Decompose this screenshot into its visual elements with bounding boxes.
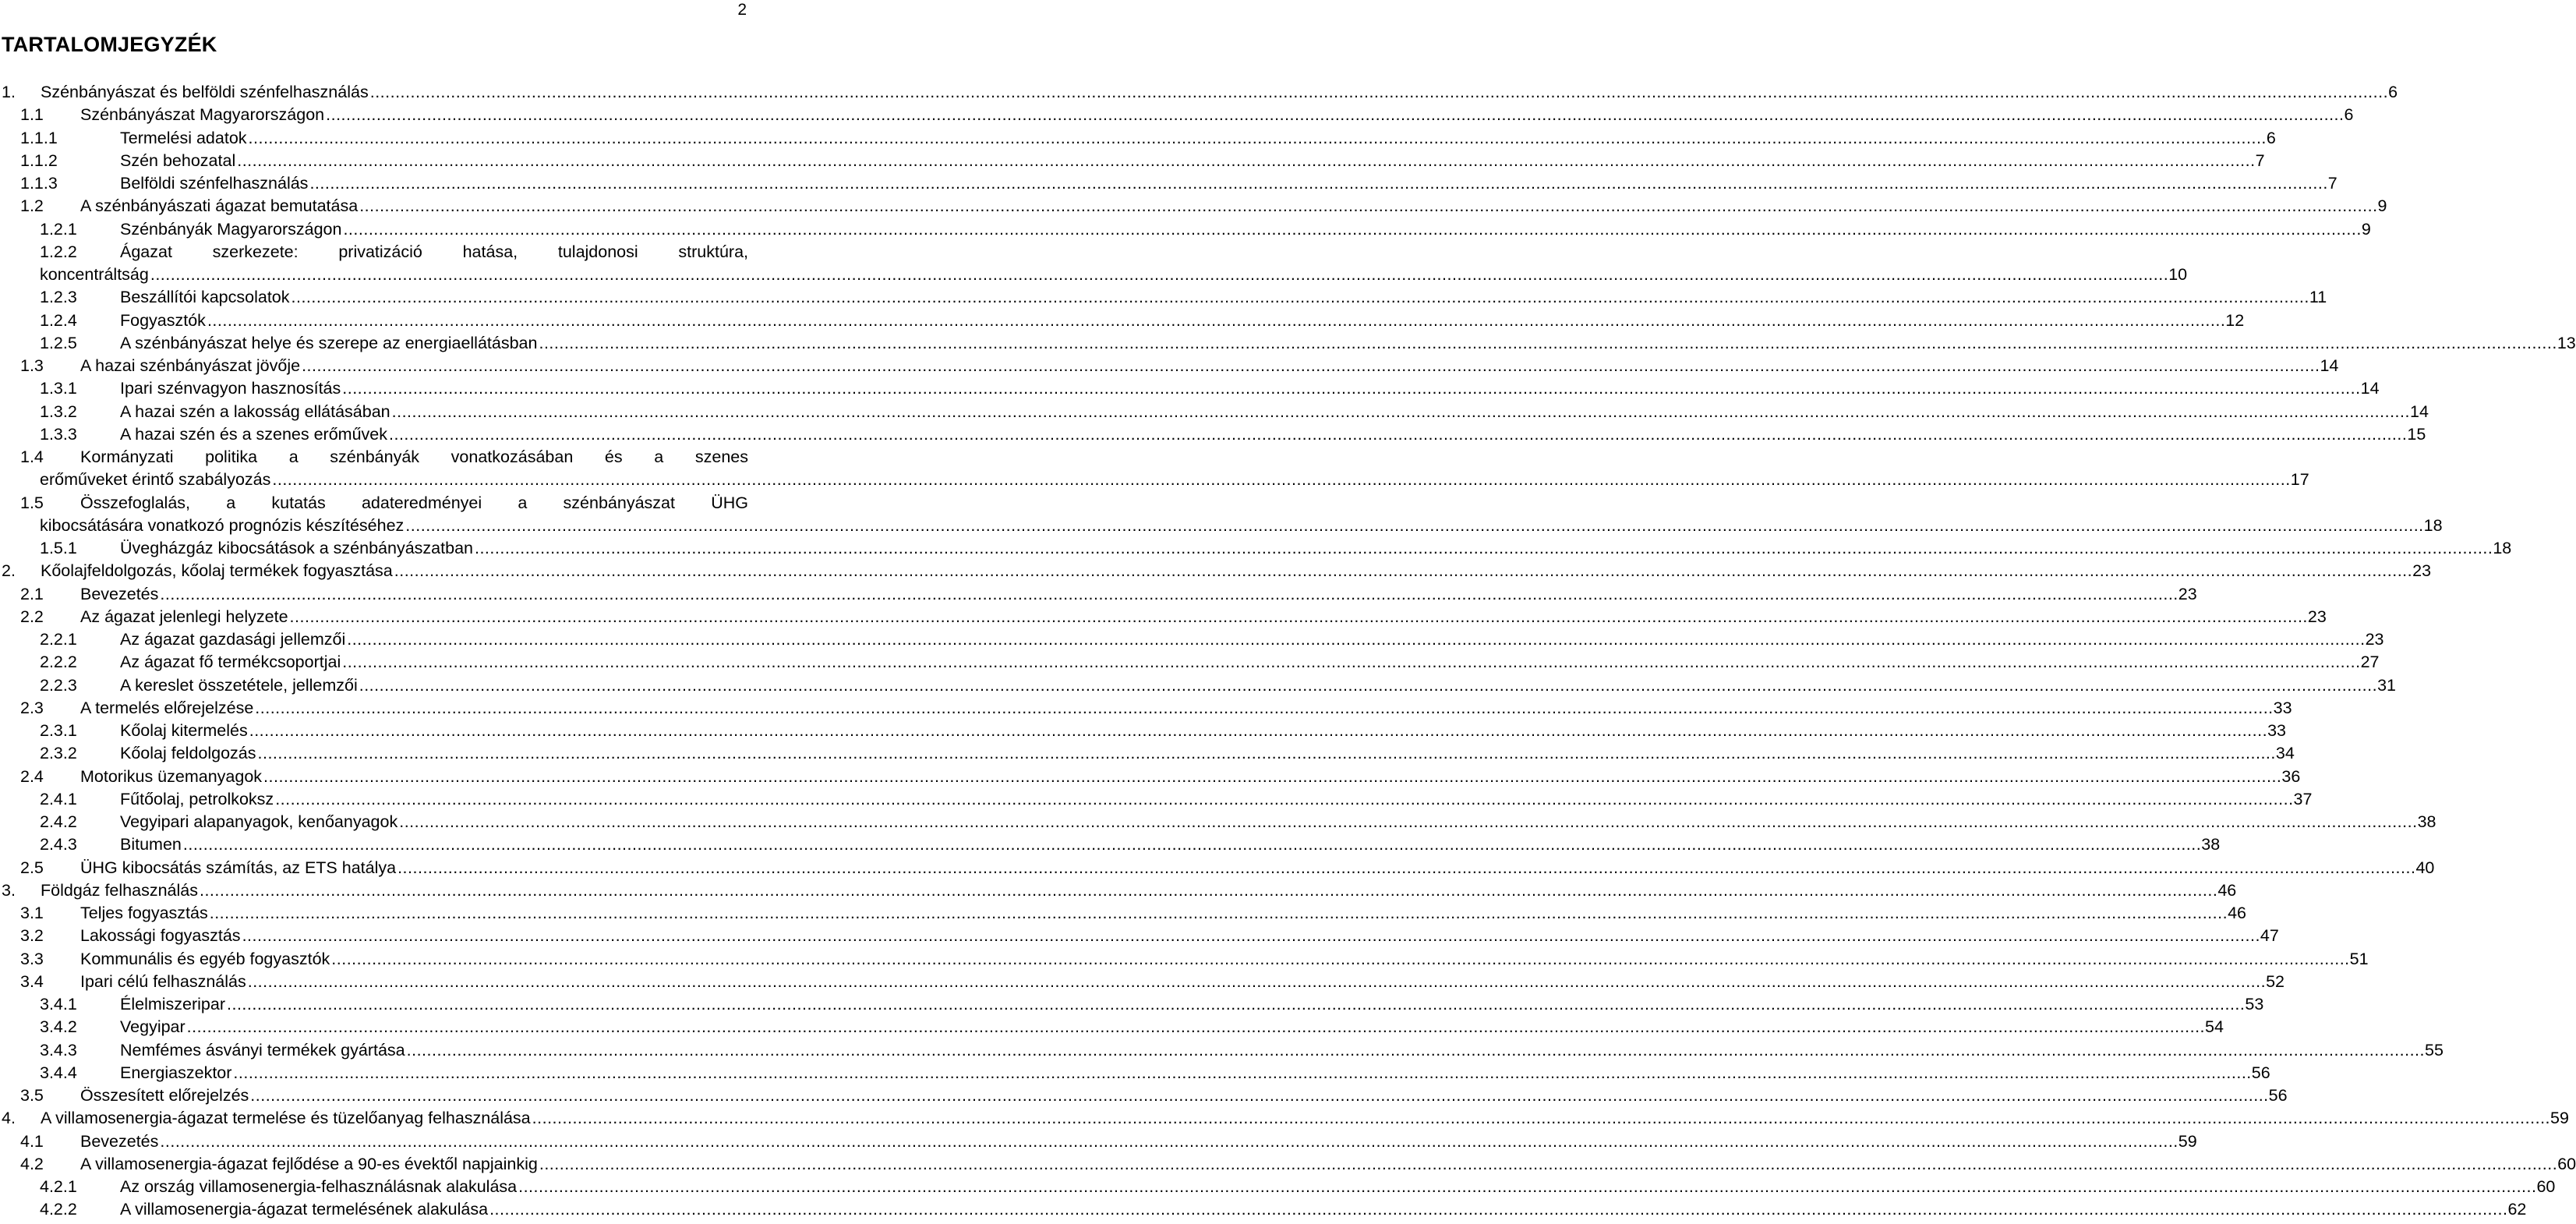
toc-entry-number: 1.2.3	[40, 288, 77, 307]
toc-leader-dots: ................................................................................................................................................................................................................................................................................................................................................................................................................	[539, 1154, 2558, 1173]
toc-entry-line	[80, 1153, 2576, 1176]
toc-entry-title: Összefoglalás, a kutatás adateredményei a szénbányászat ÜHG	[80, 493, 748, 512]
toc-entry[interactable]	[0, 492, 748, 515]
toc-entry-title: A villamosenergia-ágazat termelése és tüzelőanyag felhasználása	[41, 1107, 532, 1130]
toc-entry-page: 52	[2266, 971, 2285, 991]
toc-entry-line	[40, 515, 2443, 537]
toc-entry-line	[120, 401, 2429, 423]
toc-entry-page: 9	[2361, 219, 2371, 239]
toc-leader-dots: ................................................................................................................................................................................................................................................................................................................................................................................................................	[199, 880, 2218, 900]
toc-entry-title: Fogyasztók	[120, 310, 207, 332]
toc-entry-number: 4.1	[20, 1131, 44, 1151]
toc-entry-title: Bitumen	[120, 833, 183, 856]
toc-entry-line	[80, 583, 2197, 606]
toc-entry-line	[41, 1107, 2569, 1130]
toc-entry-title: Motorikus üzemanyagok	[80, 766, 263, 788]
toc-entry-line	[120, 651, 2380, 674]
toc-entry[interactable]	[0, 993, 2264, 1016]
toc-entry-title: koncentráltság	[40, 264, 150, 286]
toc-entry-title: Szénbányák Magyarországon	[120, 218, 343, 241]
toc-leader-dots: ................................................................................................................................................................................................................................................................................................................................................................................................................	[209, 904, 2228, 922]
toc-entry-title: Bevezetés	[80, 1130, 160, 1153]
toc-entry[interactable]	[0, 583, 2197, 606]
toc-entry-line	[80, 971, 2285, 993]
toc-entry-page: 59	[2550, 1109, 2569, 1128]
toc-entry-page: 46	[2217, 880, 2237, 900]
toc-entry-title: kibocsátására vonatkozó prognózis készítéséhez	[40, 515, 405, 537]
toc-entry-title: A kereslet összetétele, jellemzői	[120, 674, 359, 697]
toc-entry-number: 1.3.2	[40, 402, 77, 421]
toc-entry-line	[80, 766, 2301, 788]
toc-entry-number: 2.2.1	[40, 630, 77, 649]
toc-entry-line	[80, 355, 2339, 377]
toc-leader-dots: ................................................................................................................................................................................................................................................................................................................................................................................................................	[489, 1200, 2508, 1219]
toc-entry-number: 3.2	[20, 926, 44, 946]
toc-entry-title: Élelmiszeripar	[120, 993, 227, 1016]
toc-leader-dots: ................................................................................................................................................................................................................................................................................................................................................................................................................	[289, 607, 2308, 626]
toc-leader-dots: ................................................................................................................................................................................................................................................................................................................................................................................................................	[242, 926, 2260, 946]
toc-entry-page: 33	[2267, 721, 2286, 740]
toc-entry[interactable]	[0, 651, 2380, 674]
toc-entry[interactable]	[0, 241, 748, 264]
toc-entry[interactable]	[0, 628, 2384, 651]
toc-entry-line	[120, 537, 2512, 560]
toc-entry-title: Kormányzati politika a szénbányák vonatkozásában és a szenes	[80, 448, 748, 466]
toc-leader-dots: ................................................................................................................................................................................................................................................................................................................................................................................................................	[182, 835, 2202, 854]
toc-entry[interactable]	[0, 104, 2354, 126]
toc-entry-number: 4.2	[20, 1154, 44, 1173]
toc-entry-number: 1.1.1	[20, 128, 58, 147]
toc-entry[interactable]	[0, 332, 2576, 355]
toc-entry-title: Földgáz felhasználás	[41, 879, 200, 902]
toc-entry-title: Összesített előrejelzés	[80, 1084, 250, 1107]
toc-entry-line	[120, 423, 2426, 446]
toc-entry-page: 51	[2349, 949, 2369, 968]
toc-entry-line	[120, 377, 2380, 400]
toc-entry[interactable]	[0, 720, 2286, 742]
toc-entry-title: Energiaszektor	[120, 1062, 233, 1084]
toc-entry[interactable]	[0, 1176, 2556, 1198]
toc-entry[interactable]	[0, 264, 2188, 286]
toc-entry-number: 1.2	[20, 196, 44, 216]
toc-entry-title: Kőolaj feldolgozás	[120, 742, 258, 765]
toc-entry-page: 37	[2293, 789, 2313, 808]
toc-entry-title: A termelés előrejelzése	[80, 697, 255, 720]
toc-entry-page: 18	[2493, 539, 2512, 557]
toc-entry-number: 2.3.2	[40, 744, 77, 763]
toc-entry-number: 3.4	[20, 971, 44, 991]
toc-entry[interactable]	[0, 377, 2380, 400]
toc-leader-dots: ................................................................................................................................................................................................................................................................................................................................................................................................................	[249, 721, 2268, 740]
toc-entry-number: 3.5	[20, 1086, 44, 1105]
toc-entry-line	[80, 697, 2292, 720]
toc-entry-title: A szénbányászati ágazat bemutatása	[80, 195, 359, 218]
toc-entry-page: 6	[2388, 83, 2398, 101]
page-number: 2	[737, 1, 747, 19]
toc-entry-number: 3.1	[20, 904, 44, 922]
toc-entry-number: 2.4.2	[40, 812, 77, 831]
toc-entry[interactable]	[0, 948, 2369, 971]
toc-entry[interactable]	[0, 1107, 2569, 1130]
toc-entry[interactable]	[0, 1198, 2527, 1221]
toc-entry-number: 3.4.2	[40, 1017, 77, 1037]
toc-entry-number: 1.3.3	[40, 424, 77, 444]
toc-entry-title: Az ágazat fő termékcsoportjai	[120, 651, 342, 674]
toc-entry-page: 59	[2178, 1131, 2197, 1151]
toc-entry-line	[120, 811, 2436, 833]
toc-entry-number: 1.5	[20, 493, 44, 512]
toc-entry-number: 3.4.3	[40, 1040, 77, 1060]
toc-entry-title: Belföldi szénfelhasználás	[120, 172, 309, 195]
toc-entry-line	[40, 469, 2309, 491]
toc-entry[interactable]	[0, 606, 2327, 628]
toc-entry-title: Vegyipari alapanyagok, kenőanyagok	[120, 811, 399, 833]
toc-entry-page: 33	[2273, 698, 2292, 717]
toc-entry-title: Kőolajfeldolgozás, kőolaj termékek fogyasztása	[41, 560, 394, 582]
toc-entry-page: 23	[2412, 561, 2432, 581]
toc-leader-dots: ................................................................................................................................................................................................................................................................................................................................................................................................................	[326, 105, 2345, 125]
toc-entry-title: Termelési adatok	[120, 127, 249, 150]
toc-entry-page: 23	[2365, 630, 2384, 649]
toc-entry-title: Ágazat szerkezete: privatizáció hatása, tulajdonosi struktúra,	[120, 242, 748, 261]
toc-entry-line	[80, 446, 748, 469]
toc-leader-dots: ................................................................................................................................................................................................................................................................................................................................................................................................................	[309, 174, 2328, 193]
toc-leader-dots: ................................................................................................................................................................................................................................................................................................................................................................................................................	[272, 470, 2291, 490]
toc-entry-number: 3.	[2, 880, 16, 900]
toc-entry[interactable]	[0, 1016, 2224, 1038]
toc-leader-dots: ................................................................................................................................................................................................................................................................................................................................................................................................................	[150, 265, 2169, 284]
toc-entry-title: Teljes fogyasztás	[80, 902, 210, 925]
toc-entry-title: Az ágazat jelenlegi helyzete	[80, 606, 290, 628]
toc-entry-number: 3.4.4	[40, 1063, 77, 1082]
toc-entry-page: 10	[2168, 265, 2188, 284]
toc-entry[interactable]	[0, 127, 2276, 150]
toc-entry-page: 60	[2557, 1154, 2576, 1173]
toc-entry-page: 23	[2307, 607, 2327, 626]
toc-entry-title: erőműveket érintő szabályozás	[40, 469, 272, 491]
toc-entry-number: 2.1	[20, 584, 44, 603]
toc-leader-dots: ................................................................................................................................................................................................................................................................................................................................................................................................................	[539, 333, 2557, 352]
toc-entry-number: 2.	[2, 561, 16, 581]
toc-entry[interactable]	[0, 1130, 2197, 1153]
toc-entry-page: 27	[2360, 653, 2380, 672]
toc-entry-number: 2.3.1	[40, 721, 77, 740]
toc-entry-title: ÜHG kibocsátás számítás, az ETS hatálya	[80, 857, 398, 879]
toc-entry[interactable]	[0, 423, 2426, 446]
toc-entry-number: 3.4.1	[40, 995, 77, 1014]
toc-entry-number: 1.4	[20, 448, 44, 466]
toc-entry-title: Bevezetés	[80, 583, 160, 606]
toc-entry-title: A hazai szén a lakosság ellátásában	[120, 401, 392, 423]
toc-leader-dots: ................................................................................................................................................................................................................................................................................................................................................................................................................	[518, 1177, 2537, 1196]
toc-entry-line	[41, 560, 2432, 582]
toc-entry-title: A villamosenergia-ágazat fejlődése a 90-es évektől napjainkig	[80, 1153, 539, 1176]
toc-entry[interactable]	[0, 150, 2265, 172]
toc-entry-line	[120, 1016, 2224, 1038]
toc-entry-page: 56	[2268, 1086, 2288, 1105]
toc-entry-line	[40, 264, 2188, 286]
toc-leader-dots: ................................................................................................................................................................................................................................................................................................................................................................................................................	[227, 995, 2246, 1014]
toc-entry[interactable]	[0, 788, 2313, 811]
toc-entry[interactable]	[0, 1084, 2288, 1107]
toc-entry-page: 38	[2417, 812, 2436, 831]
toc-entry-title: Fűtőolaj, petrolkoksz	[120, 788, 275, 811]
toc-entry[interactable]	[0, 902, 2246, 925]
toc-entry-number: 2.5	[20, 858, 44, 877]
toc-entry[interactable]	[0, 172, 2337, 195]
toc-entry-title: Ipari célú felhasználás	[80, 971, 248, 993]
toc-entry[interactable]	[0, 833, 2221, 856]
toc-entry-line	[120, 788, 2313, 811]
toc-entry[interactable]	[0, 742, 2295, 765]
toc-entry-number: 2.2.2	[40, 653, 77, 672]
toc-entry-line	[120, 241, 748, 264]
toc-entry-line	[120, 1176, 2556, 1198]
toc-entry-page: 11	[2309, 288, 2327, 307]
toc-leader-dots: ................................................................................................................................................................................................................................................................................................................................................................................................................	[275, 789, 2294, 808]
toc-entry-title: Szén behozatal	[120, 150, 237, 172]
toc-entry-title: Lakossági fogyasztás	[80, 925, 242, 947]
toc-entry-line	[120, 833, 2221, 856]
toc-entry-title: Kőolaj kitermelés	[120, 720, 249, 742]
toc-entry-line	[120, 674, 2397, 697]
toc-leader-dots: ................................................................................................................................................................................................................................................................................................................................................................................................................	[233, 1063, 2252, 1082]
toc-entry-title: A villamosenergia-ágazat termelésének alakulása	[120, 1198, 489, 1221]
toc-entry-page: 34	[2275, 744, 2295, 763]
toc-entry-line	[120, 127, 2276, 150]
toc-entry-number: 1.	[2, 83, 16, 101]
toc-entry[interactable]	[0, 811, 2436, 833]
toc-entry-title: Vegyipar	[120, 1016, 187, 1038]
toc-entry-line	[80, 902, 2246, 925]
toc-entry-title: Szénbányászat Magyarországon	[80, 104, 326, 126]
toc-leader-dots: ................................................................................................................................................................................................................................................................................................................................................................................................................	[248, 128, 2267, 147]
toc-entry-page: 53	[2245, 995, 2264, 1014]
toc-leader-dots: ................................................................................................................................................................................................................................................................................................................................................................................................................	[389, 424, 2408, 444]
toc-entry-number: 1.5.1	[40, 539, 77, 557]
toc-entry-title: A szénbányászat helye és szerepe az energiaellátásban	[120, 332, 539, 355]
toc-entry-title: Szénbányászat és belföldi szénfelhasználás	[41, 81, 370, 104]
toc-entry[interactable]	[0, 879, 2237, 902]
toc-leader-dots: ................................................................................................................................................................................................................................................................................................................................................................................................................	[394, 561, 2413, 581]
toc-entry-page: 31	[2377, 675, 2397, 695]
toc-leader-dots: ................................................................................................................................................................................................................................................................................................................................................................................................................	[237, 150, 2256, 170]
toc-entry[interactable]	[0, 401, 2429, 423]
toc-entry[interactable]	[0, 674, 2397, 697]
toc-entry[interactable]	[0, 218, 2371, 241]
toc-entry-page: 9	[2377, 196, 2387, 216]
toc-entry-page: 6	[2344, 105, 2354, 125]
toc-entry-line	[120, 286, 2327, 309]
toc-entry-page: 13	[2557, 333, 2576, 352]
toc-entry-line	[120, 720, 2286, 742]
toc-leader-dots: ................................................................................................................................................................................................................................................................................................................................................................................................................	[263, 766, 2282, 786]
toc-entry[interactable]	[0, 766, 2301, 788]
toc-entry-line	[80, 857, 2435, 879]
toc-entry-page: 7	[2255, 150, 2265, 170]
toc-entry-number: 2.4.1	[40, 789, 77, 808]
toc-leader-dots: ................................................................................................................................................................................................................................................................................................................................................................................................................	[391, 402, 2410, 421]
toc-entry-line	[120, 742, 2295, 765]
toc-entry-line	[41, 879, 2237, 902]
toc-leader-dots: ................................................................................................................................................................................................................................................................................................................................................................................................................	[255, 698, 2274, 717]
toc-entry-number: 1.3.1	[40, 379, 77, 398]
toc-entry-number: 1.1	[20, 105, 44, 125]
toc-leader-dots: ................................................................................................................................................................................................................................................................................................................................................................................................................	[160, 1131, 2178, 1151]
toc-entry-line	[120, 150, 2265, 172]
toc-entry-line	[120, 218, 2371, 241]
toc-leader-dots: ................................................................................................................................................................................................................................................................................................................................................................................................................	[247, 971, 2267, 991]
toc-entry-line	[80, 492, 748, 515]
toc-entry-title: Üvegházgáz kibocsátások a szénbányászatban	[120, 537, 475, 560]
toc-entry-title: A hazai szénbányászat jövője	[80, 355, 302, 377]
toc-entry-line	[80, 606, 2327, 628]
toc-entry-title: Az ország villamosenergia-felhasználásnak alakulása	[120, 1176, 518, 1198]
toc-entry-line	[120, 1198, 2527, 1221]
toc-leader-dots: ................................................................................................................................................................................................................................................................................................................................................................................................................	[186, 1017, 2206, 1037]
toc-entry-page: 17	[2290, 470, 2309, 490]
toc-leader-dots: ................................................................................................................................................................................................................................................................................................................................................................................................................	[359, 196, 2378, 216]
toc-leader-dots: ................................................................................................................................................................................................................................................................................................................................................................................................................	[343, 219, 2362, 239]
toc-entry-page: 54	[2205, 1017, 2224, 1037]
page-title: TARTALOMJEGYZÉK	[2, 33, 217, 56]
toc-entry-title: Az ágazat gazdasági jellemzői	[120, 628, 347, 651]
toc-entry-page: 18	[2423, 515, 2443, 535]
toc-entry-line	[120, 628, 2384, 651]
toc-entry-line	[120, 1039, 2443, 1062]
toc-entry[interactable]	[0, 925, 2279, 947]
toc-leader-dots: ................................................................................................................................................................................................................................................................................................................................................................................................................	[347, 630, 2366, 649]
toc-entry[interactable]	[0, 469, 2309, 491]
toc-entry[interactable]	[0, 971, 2285, 993]
toc-entry-number: 3.3	[20, 949, 44, 968]
toc-entry-line	[120, 310, 2245, 332]
toc-leader-dots: ................................................................................................................................................................................................................................................................................................................................................................................................................	[406, 1040, 2425, 1060]
toc-entry-title: A hazai szén és a szenes erőművek	[120, 423, 389, 446]
toc-entry-number: 2.3	[20, 698, 44, 717]
toc-entry-line	[41, 81, 2398, 104]
toc-leader-dots: ................................................................................................................................................................................................................................................................................................................................................................................................................	[331, 949, 2350, 968]
toc-entry[interactable]	[0, 195, 2387, 218]
toc-entry-page: 14	[2409, 402, 2429, 421]
toc-entry-page: 23	[2178, 584, 2197, 603]
toc-entry-page: 15	[2407, 424, 2426, 444]
toc-entry[interactable]	[0, 1062, 2270, 1084]
toc-leader-dots: ................................................................................................................................................................................................................................................................................................................................................................................................................	[207, 310, 2226, 330]
toc-entry-title: Ipari szénvagyon hasznosítás	[120, 377, 342, 400]
toc-entry[interactable]	[0, 697, 2292, 720]
toc-entry-title: Beszállítói kapcsolatok	[120, 286, 292, 309]
toc-entry-line	[80, 925, 2279, 947]
toc-leader-dots: ................................................................................................................................................................................................................................................................................................................................................................................................................	[291, 288, 2309, 307]
toc-entry-number: 1.2.4	[40, 310, 77, 330]
toc-leader-dots: ................................................................................................................................................................................................................................................................................................................................................................................................................	[302, 356, 2320, 375]
toc-entry-page: 40	[2415, 858, 2435, 877]
toc-entry-number: 4.2.2	[40, 1200, 77, 1219]
toc-entry-page: 12	[2225, 310, 2245, 330]
toc-entry-title: Nemfémes ásványi termékek gyártása	[120, 1039, 407, 1062]
toc-entry-line	[120, 332, 2576, 355]
toc-entry-line	[80, 948, 2369, 971]
toc-leader-dots: ................................................................................................................................................................................................................................................................................................................................................................................................................	[398, 858, 2416, 877]
toc-entry[interactable]	[0, 310, 2245, 332]
toc-entry-page: 14	[2360, 379, 2380, 398]
toc-entry-number: 2.4	[20, 766, 44, 786]
toc-entry-number: 2.2	[20, 607, 44, 626]
toc-entry-page: 14	[2320, 356, 2339, 375]
toc-entry-page: 38	[2201, 835, 2221, 854]
toc-entry-number: 1.2.1	[40, 219, 77, 239]
toc-entry-number: 1.1.2	[20, 150, 58, 170]
toc-entry-number: 1.3	[20, 356, 44, 375]
toc-entry-page: 60	[2536, 1177, 2556, 1196]
toc-entry[interactable]	[0, 81, 2398, 104]
table-of-contents	[0, 81, 2576, 1222]
toc-entry-number: 4.2.1	[40, 1177, 77, 1196]
toc-entry[interactable]	[0, 1153, 2576, 1176]
toc-leader-dots: ................................................................................................................................................................................................................................................................................................................................................................................................................	[250, 1086, 2269, 1105]
toc-entry[interactable]	[0, 355, 2339, 377]
toc-entry-number: 1.2.5	[40, 333, 77, 352]
toc-leader-dots: ................................................................................................................................................................................................................................................................................................................................................................................................................	[532, 1109, 2551, 1128]
toc-entry-line	[80, 195, 2387, 218]
toc-leader-dots: ................................................................................................................................................................................................................................................................................................................................................................................................................	[399, 812, 2418, 831]
toc-leader-dots: ................................................................................................................................................................................................................................................................................................................................................................................................................	[369, 83, 2389, 101]
toc-entry-number: 1.2.2	[40, 242, 77, 261]
toc-leader-dots: ................................................................................................................................................................................................................................................................................................................................................................................................................	[342, 379, 2361, 398]
toc-leader-dots: ................................................................................................................................................................................................................................................................................................................................................................................................................	[359, 675, 2378, 695]
toc-entry-line	[80, 1084, 2288, 1107]
toc-entry-page: 36	[2281, 766, 2301, 786]
toc-entry[interactable]	[0, 1039, 2443, 1062]
toc-entry-page: 6	[2266, 128, 2276, 147]
toc-leader-dots: ................................................................................................................................................................................................................................................................................................................................................................................................................	[160, 584, 2178, 603]
toc-entry-number: 1.1.3	[20, 174, 58, 193]
toc-entry-line	[80, 104, 2354, 126]
toc-entry-number: 2.2.3	[40, 675, 77, 695]
toc-entry-page: 46	[2228, 904, 2246, 922]
toc-leader-dots: ................................................................................................................................................................................................................................................................................................................................................................................................................	[342, 653, 2361, 672]
toc-entry-number: 4.	[2, 1109, 16, 1128]
toc-entry-line	[120, 172, 2337, 195]
toc-entry[interactable]	[0, 515, 2443, 537]
toc-entry[interactable]	[0, 446, 748, 469]
toc-entry-number: 2.4.3	[40, 835, 77, 854]
toc-entry-page: 55	[2425, 1040, 2443, 1060]
toc-leader-dots: ................................................................................................................................................................................................................................................................................................................................................................................................................	[257, 744, 2276, 763]
toc-entry-page: 7	[2327, 174, 2337, 193]
toc-entry[interactable]	[0, 857, 2435, 879]
toc-leader-dots: ................................................................................................................................................................................................................................................................................................................................................................................................................	[405, 515, 2424, 535]
toc-entry-title: Kommunális és egyéb fogyasztók	[80, 948, 331, 971]
toc-entry-page: 47	[2260, 926, 2279, 946]
toc-entry-line	[120, 993, 2264, 1016]
toc-entry[interactable]	[0, 537, 2512, 560]
toc-leader-dots: ................................................................................................................................................................................................................................................................................................................................................................................................................	[474, 539, 2493, 557]
toc-entry-line	[80, 1130, 2197, 1153]
toc-entry[interactable]	[0, 286, 2327, 309]
toc-entry[interactable]	[0, 560, 2432, 582]
toc-entry-page: 56	[2251, 1063, 2270, 1082]
toc-entry-line	[120, 1062, 2270, 1084]
toc-entry-page: 62	[2507, 1200, 2527, 1219]
